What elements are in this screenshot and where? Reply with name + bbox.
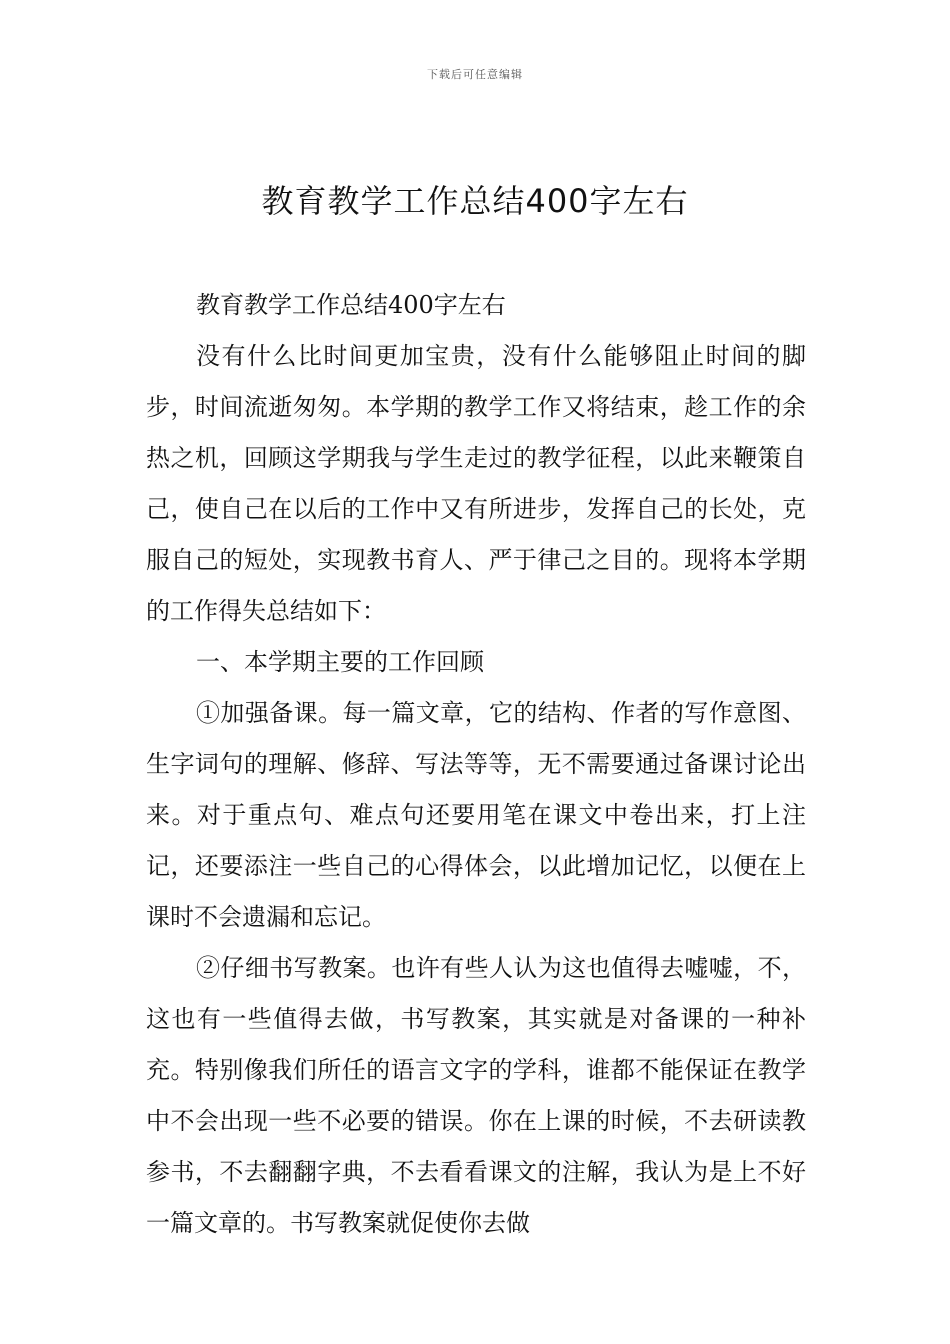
header-note: 下载后可任意编辑	[427, 68, 523, 81]
body-paragraph-item-1: ①加强备课。每一篇文章，它的结构、作者的写作意图、生字词句的理解、修辞、写法等等，无不需要通过备课讨论出来。对于重点句、难点句还要用笔在课文中卷出来，打上注记，还要添注一些自己的心得体会，以此增加记忆，以便在上课时不会遗漏和忘记。	[146, 699, 806, 931]
body-paragraph-subtitle: 教育教学工作总结400字左右	[196, 291, 506, 319]
body-paragraph-item-2: ②仔细书写教案。也许有些人认为这也值得去嘘嘘，不，这也有一些值得去做，书写教案，其实就是对备课的一种补充。特别像我们所任的语言文字的学科，谁都不能保证在教学中不会出现一些不必要的错误。你在上课的时候，不去研读教参书，不去翻翻字典，不去看看课文的注解，我认为是上不好一篇文章的。书写教案就促使你去做	[146, 954, 806, 1237]
section-heading: 一、本学期主要的工作回顾	[196, 648, 484, 676]
body-paragraph-intro: 没有什么比时间更加宝贵，没有什么能够阻止时间的脚步，时间流逝匆匆。本学期的教学工作又将结束，趁工作的余热之机，回顾这学期我与学生走过的教学征程，以此来鞭策自己，使自己在以后的工作中又有所进步，发挥自己的长处，克服自己的短处，实现教书育人、严于律己之目的。现将本学期的工作得失总结如下：	[146, 342, 806, 625]
document-title: 教育教学工作总结400字左右	[261, 182, 689, 220]
document-body	[146, 280, 806, 1249]
